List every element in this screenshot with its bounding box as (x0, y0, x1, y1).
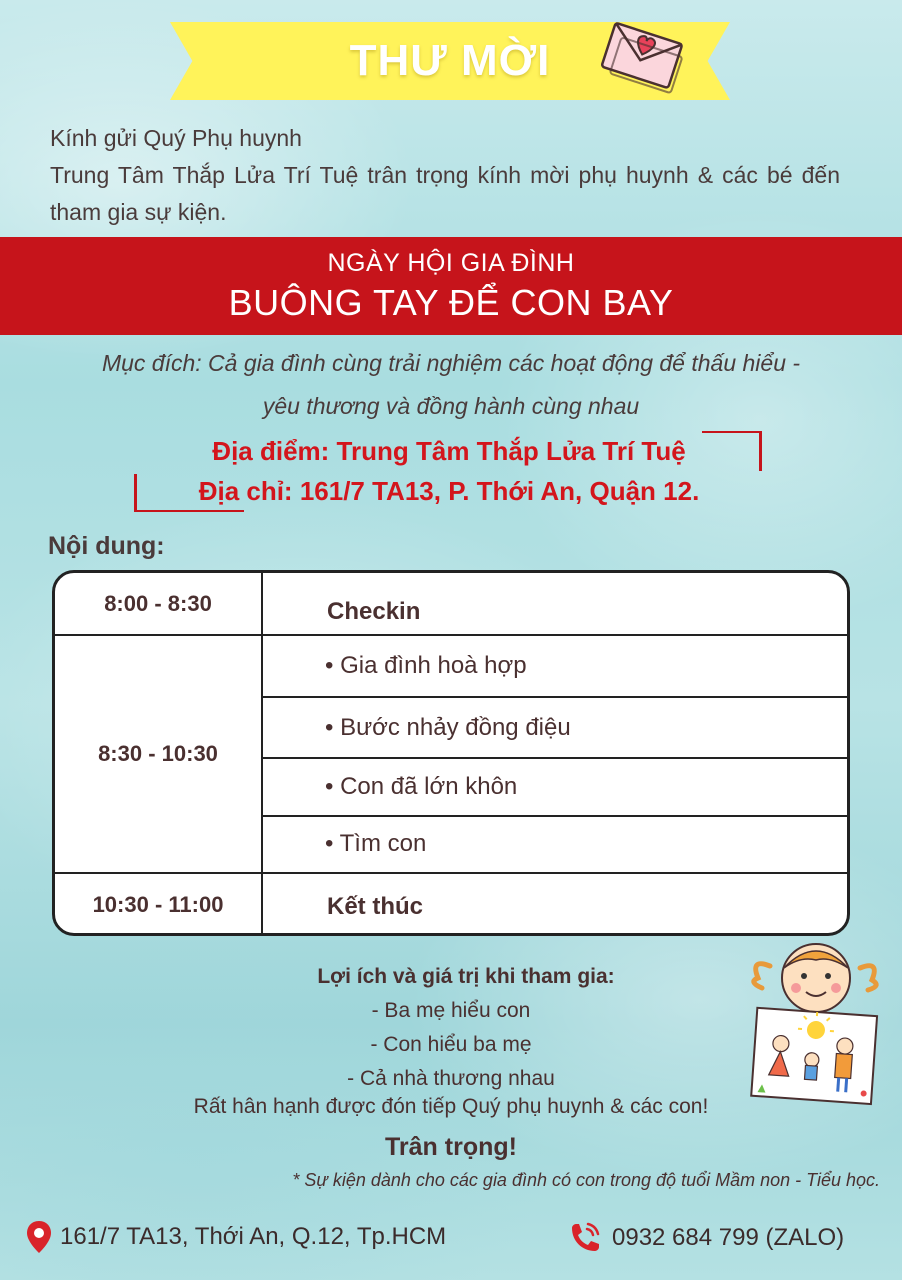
intro-text (50, 120, 840, 231)
intro-body: Trung Tâm Thắp Lửa Trí Tuệ trân trọng kính mời phụ huynh & các bé đến tham gia sự kiện. (50, 162, 840, 225)
activity-cell: • Gia đình hoà hợp (325, 652, 527, 679)
time-cell: 8:30 - 10:30 (98, 741, 218, 766)
purpose-line-2: yêu thương và đồng hành cùng nhau (262, 393, 640, 419)
venue-place: Địa điểm: Trung Tâm Thắp Lửa Trí Tuệ (212, 436, 686, 466)
activity-cell: Kết thúc (327, 893, 423, 920)
child-drawing-illustration (740, 938, 890, 1110)
location-pin-icon (26, 1220, 52, 1254)
venue-address: Địa chỉ: 161/7 TA13, P. Thới An, Quận 12. (198, 476, 700, 506)
age-note: * Sự kiện dành cho các gia đình có con trong độ tuổi Mầm non - Tiểu học. (292, 1170, 880, 1190)
time-cell: 10:30 - 11:00 (92, 892, 224, 917)
benefits-title: Lợi ích và giá trị khi tham gia: (317, 965, 615, 988)
welcome-text: Rất hân hạnh được đón tiếp Quý phụ huynh & các con! (193, 1095, 709, 1118)
venue-box (134, 428, 764, 514)
purpose-text (20, 342, 882, 428)
envelope-icon (588, 14, 692, 102)
event-title: BUÔNG TAY ĐỂ CON BAY (228, 281, 674, 323)
time-cell: 8:00 - 8:30 (104, 591, 212, 616)
invitation-title: THƯ MỜI (349, 36, 551, 85)
content-label: Nội dung: (48, 532, 165, 560)
schedule-table (52, 570, 850, 936)
activity-cell: • Con đã lớn khôn (325, 773, 518, 800)
event-subtitle: NGÀY HỘI GIA ĐÌNH (327, 248, 575, 277)
regards-text: Trân trọng! (385, 1133, 517, 1161)
benefit-item: - Cả nhà thương nhau (347, 1067, 555, 1090)
purpose-line-1: Mục đích: Cả gia đình cùng trải nghiệm các hoạt động để thấu hiểu - (101, 350, 801, 376)
activity-cell: Checkin (327, 598, 421, 625)
activity-cell: • Bước nhảy đồng điệu (325, 714, 571, 741)
benefit-item: - Con hiểu ba mẹ (370, 1033, 532, 1056)
greeting: Kính gửi Quý Phụ huynh (50, 125, 302, 151)
footer-address (26, 1220, 446, 1254)
frame-corner (702, 431, 762, 433)
frame-corner (134, 510, 244, 512)
event-banner (0, 237, 902, 335)
footer-address-text: 161/7 TA13, Thới An, Q.12, Tp.HCM (60, 1223, 447, 1250)
phone-icon (564, 1218, 604, 1258)
benefit-item: - Ba mẹ hiểu con (371, 999, 531, 1022)
activity-cell: • Tìm con (325, 830, 427, 857)
footer-phone-text: 0932 684 799 (ZALO) (612, 1224, 845, 1251)
footer-phone (564, 1218, 844, 1258)
